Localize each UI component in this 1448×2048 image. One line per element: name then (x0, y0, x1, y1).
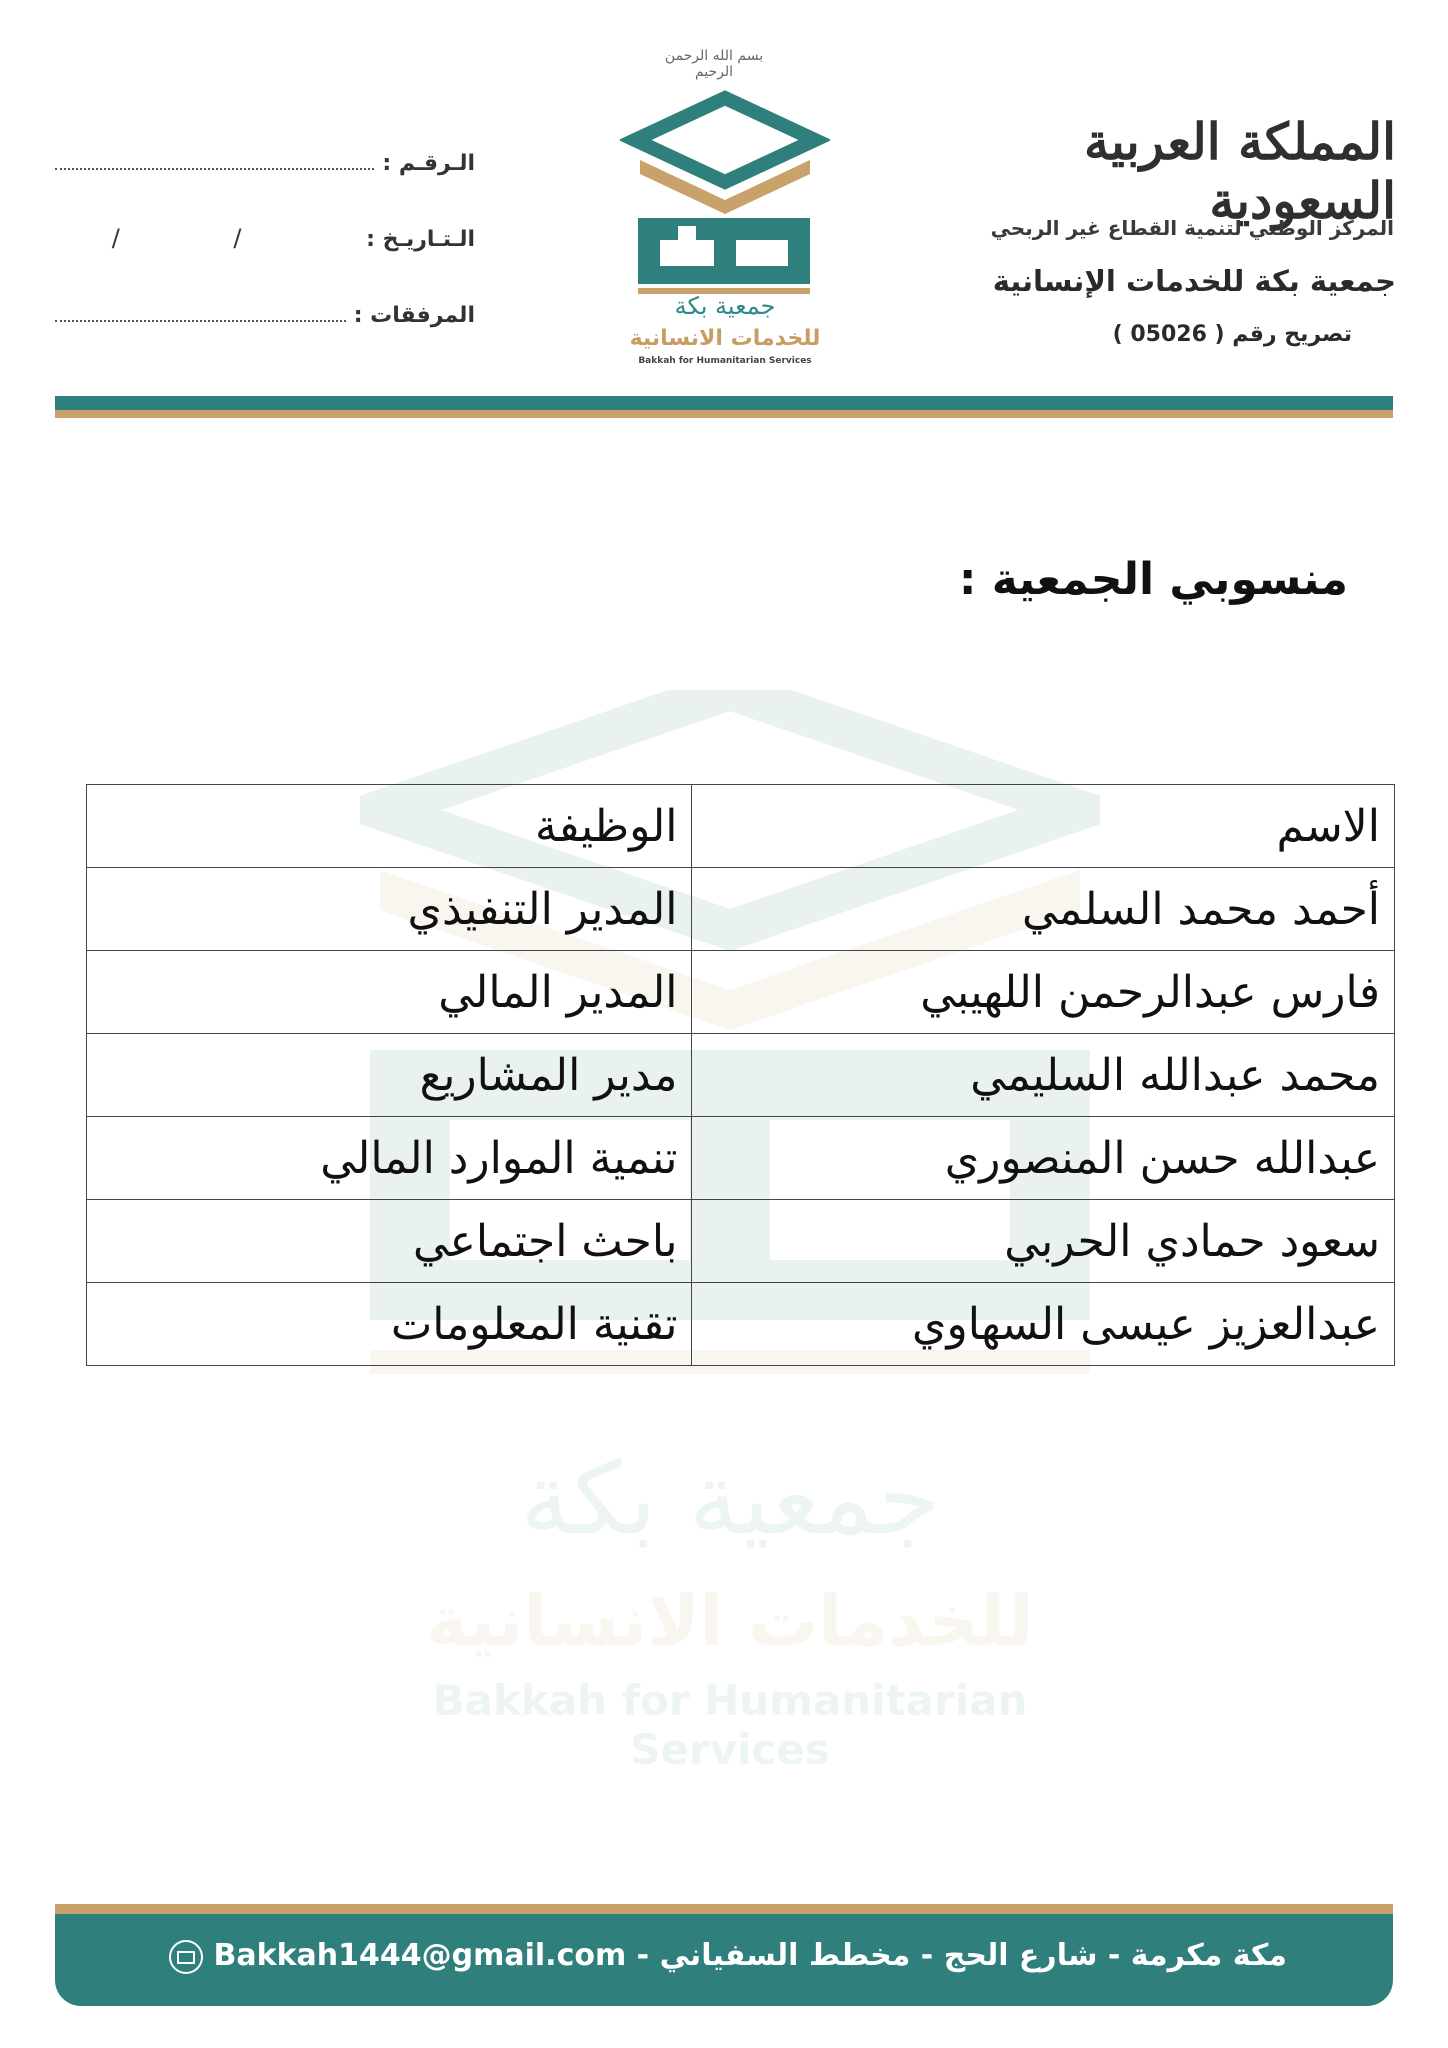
cell-name: عبدالله حسن المنصوري (692, 1117, 1395, 1200)
footer-address: مكة مكرمة - شارع الحج - مخطط السفياني - (626, 1938, 1287, 1973)
cell-name: محمد عبدالله السليمي (692, 1034, 1395, 1117)
table-row (87, 1117, 1395, 1200)
watermark-arabic-line-2: للخدمات الانسانية (426, 1580, 1034, 1662)
logo-english: Bakkah for Humanitarian Services (638, 356, 812, 366)
license-number: تصريح رقم ( 05026 ) (1112, 322, 1352, 347)
date-slash: / (233, 224, 242, 252)
org-name: جمعية بكة للخدمات الإنسانية (992, 264, 1396, 298)
watermark-arabic-line-1: جمعية بكة (519, 1440, 941, 1557)
table-row (87, 1200, 1395, 1283)
logo-arabic-line-1: جمعية بكة (674, 292, 776, 320)
watermark-english: Bakkah for Humanitarian Services (432, 1676, 1028, 1774)
table-row (87, 1034, 1395, 1117)
table-row (87, 1283, 1395, 1366)
mail-icon (169, 1940, 203, 1974)
header-job: الوظيفة (87, 785, 692, 868)
cell-job: تقنية المعلومات (87, 1283, 692, 1366)
cell-name: فارس عبدالرحمن اللهيبي (692, 951, 1395, 1034)
center-name: المركز الوطني لتنمية القطاع غير الربحي (990, 216, 1394, 240)
table-row (87, 868, 1395, 951)
kingdom-title: المملكة العربية السعودية (1084, 112, 1396, 230)
footer-contact (55, 1938, 1393, 1974)
number-label: الـرقـم : (382, 151, 475, 176)
date-slashes (55, 224, 358, 252)
attachments-dotted-line (55, 312, 346, 322)
table-row (87, 951, 1395, 1034)
cell-name: سعود حمادي الحربي (692, 1200, 1395, 1283)
cell-job: باحث اجتماعي (87, 1200, 692, 1283)
date-label: الـتـاريـخ : (366, 227, 475, 252)
staff-table (86, 784, 1395, 1366)
cell-name: أحمد محمد السلمي (692, 868, 1395, 951)
cell-job: المدير التنفيذي (87, 868, 692, 951)
header-name: الاسم (692, 785, 1395, 868)
header-divider-gold (55, 410, 1393, 418)
cell-name: عبدالعزيز عيسى السهاوي (692, 1283, 1395, 1366)
date-field (55, 216, 475, 252)
number-dotted-line (55, 160, 374, 170)
number-field (55, 140, 475, 176)
footer-divider-gold (55, 1904, 1393, 1914)
footer-email[interactable]: Bakkah1444@gmail.com (213, 1938, 627, 1973)
attachments-label: المرفقات : (353, 303, 475, 328)
cell-job: المدير المالي (87, 951, 692, 1034)
section-title: منسوبي الجمعية : (958, 554, 1348, 605)
logo-arabic-line-2: للخدمات الانسانية (629, 326, 821, 351)
header-divider-teal (55, 396, 1393, 410)
cell-job: تنمية الموارد المالي (87, 1117, 692, 1200)
table-header-row (87, 785, 1395, 868)
basmala: بسم الله الرحمن الرحيم (664, 48, 764, 80)
cell-job: مدير المشاريع (87, 1034, 692, 1117)
attachments-field (55, 292, 475, 328)
date-slash: / (111, 224, 120, 252)
